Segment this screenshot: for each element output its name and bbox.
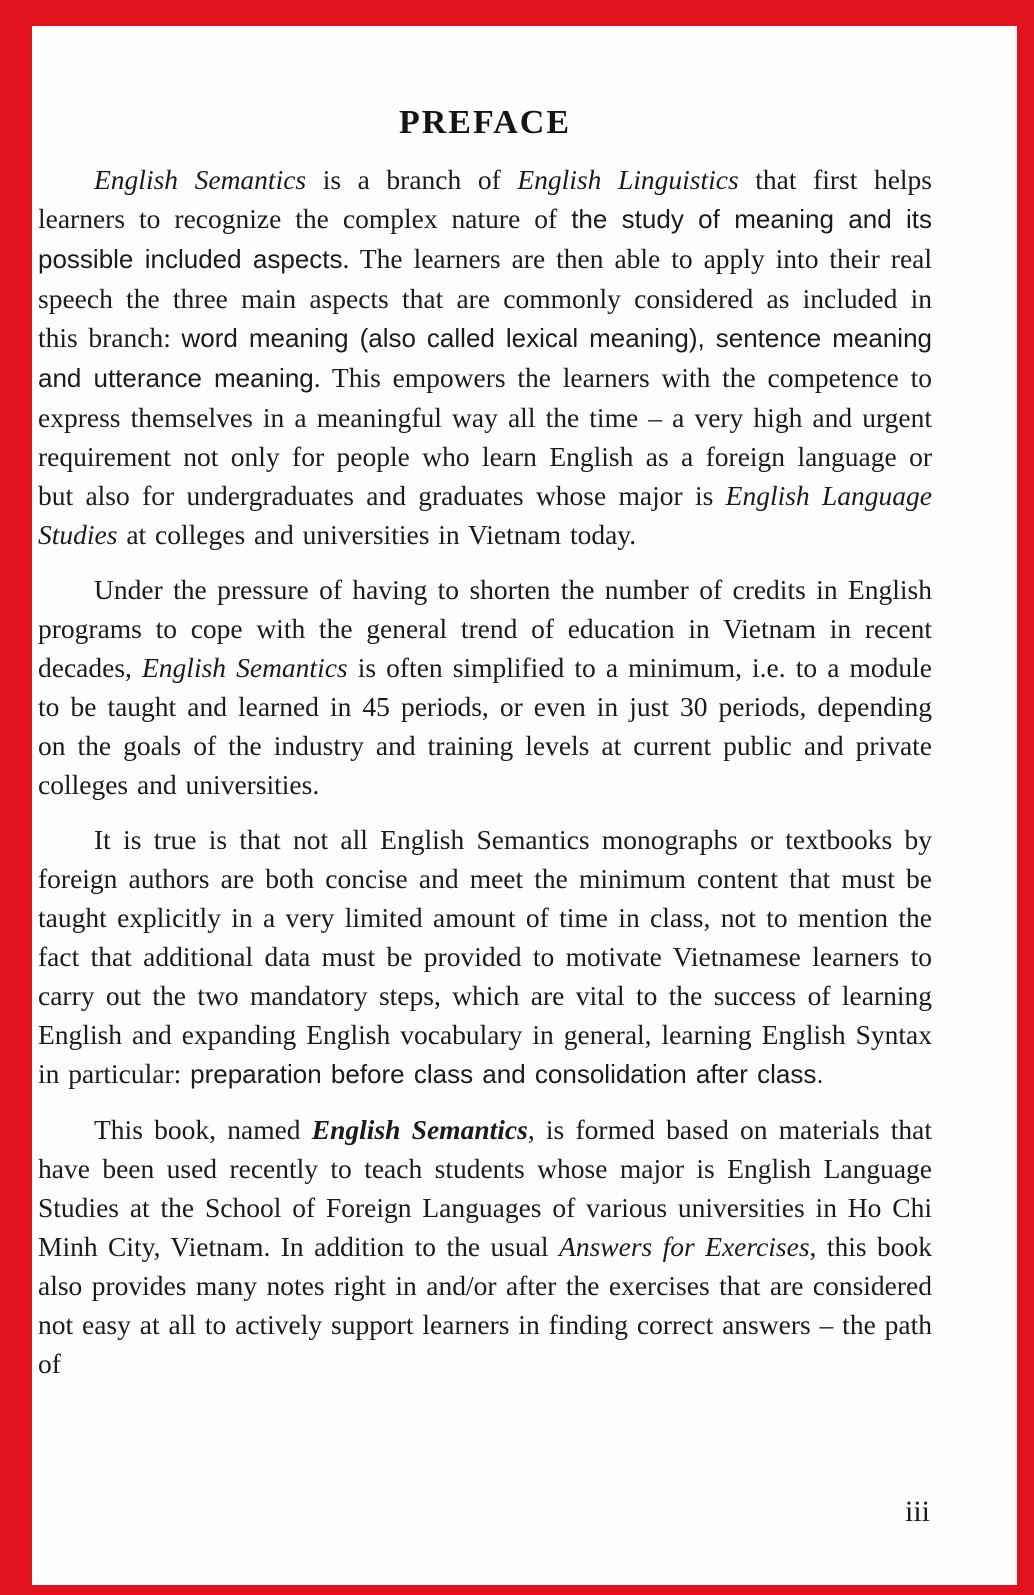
text-segment: English Semantics	[142, 652, 348, 683]
paragraph	[38, 570, 932, 804]
text-segment: English Semantics	[311, 1114, 528, 1145]
text-segment: word meaning (also called lexical meaning), sentence meaning and utterance meaning	[38, 323, 932, 393]
text-segment: preparation before class and consolidation after class.	[190, 1059, 824, 1089]
page-number: iii	[904, 1495, 930, 1528]
text-segment: is a branch of	[306, 164, 518, 195]
text-segment: English Semantics	[94, 164, 307, 195]
text-segment: This book, named	[94, 1114, 312, 1145]
text-segment: is often simplified to a minimum, i.e. to a module to be taught and learned in 45 periods, or even in just 30 periods, depending on the goals of the industry and training levels at current public and private colleges and universities.	[38, 652, 932, 800]
text-segment: Answers for Exercises	[559, 1231, 810, 1262]
book-cover-edge-bottom	[0, 1585, 1034, 1595]
text-segment: English Linguistics	[517, 164, 739, 195]
book-cover-edge-left	[0, 0, 32, 1595]
text-segment: . The learners are then able to apply into their real speech the three main aspects that are commonly considered as included in this branch:	[38, 243, 932, 353]
text-segment: that first helps learners to recognize the complex nature of	[38, 164, 933, 234]
paragraph	[38, 1110, 932, 1383]
text-segment: Under the pressure of having to shorten the number of credits in English programs to cope with the general trend of education in Vietnam in recent decades,	[38, 574, 932, 683]
text-segment: , this book also provides many notes right in and/or after the exercises that are considered not easy at all to actively support learners in finding correct answers – the path of	[38, 1231, 933, 1379]
page-title: PREFACE	[398, 104, 572, 141]
paragraphs-container	[38, 160, 932, 1383]
page-content	[38, 26, 932, 1399]
text-segment: , is formed based on materials that have been used recently to teach students whose major is English Language Studies at the School of Foreign Languages of various universities in Ho Chi Minh City, Vietnam. In addition to the usual	[38, 1114, 932, 1262]
text-segment: . This empowers the learners with the competence to express themselves in a meaningful way all the time – a very high and urgent requirement not only for people who learn English as a foreign language or but also for undergraduates and graduates whose major is	[38, 362, 933, 511]
book-cover-edge-top	[0, 0, 1034, 26]
text-segment: the study of meaning and its possible included aspects	[38, 204, 933, 274]
paragraph	[38, 820, 932, 1094]
book-cover-edge-right	[1017, 0, 1034, 1595]
text-segment: at colleges and universities in Vietnam today.	[117, 519, 637, 550]
paragraph	[38, 160, 932, 554]
text-segment: It is true is that not all English Semantics monographs or textbooks by foreign authors are both concise and meet the minimum content that must be taught explicitly in a very limited amount of time in class, not to mention the fact that additional data must be provided to motivate Vietnamese learners to carry out the two mandatory steps, which are vital to the success of learning English and expanding English vocabulary in general, learning English Syntax in particular:	[38, 824, 932, 1089]
text-segment: English Language Studies	[38, 480, 933, 550]
